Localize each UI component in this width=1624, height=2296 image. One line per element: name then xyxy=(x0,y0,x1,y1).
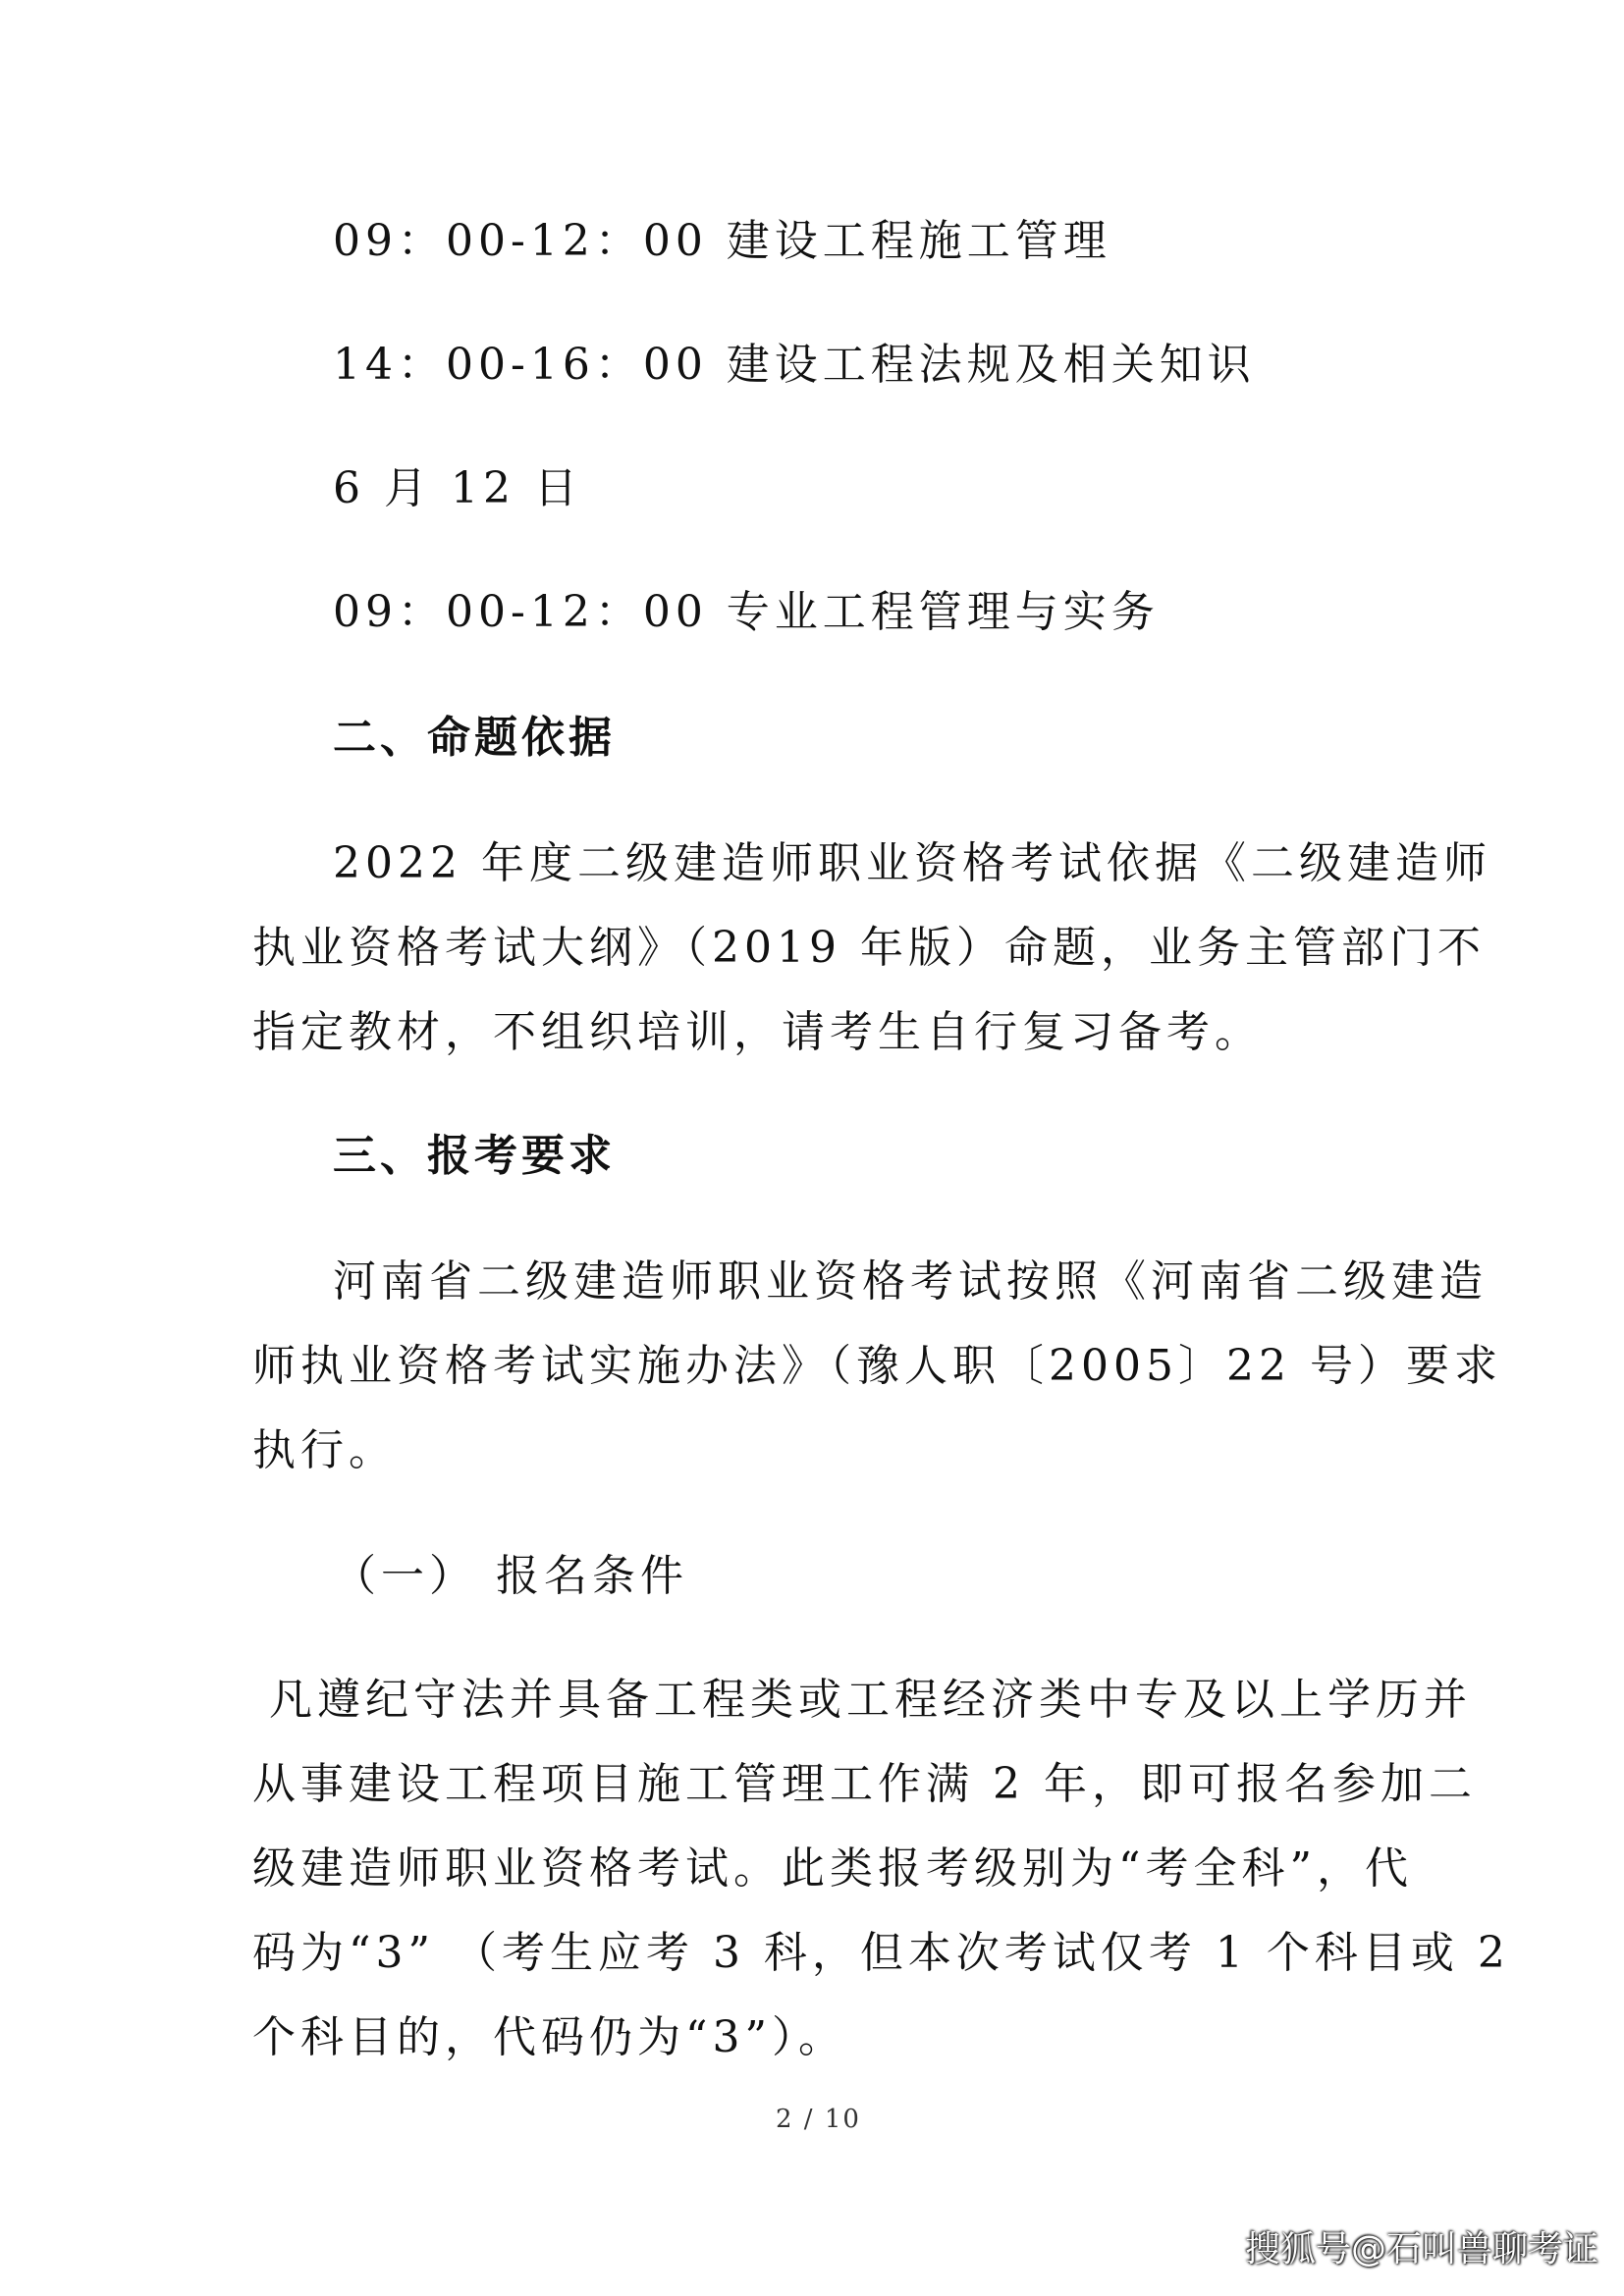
schedule-line-3: 09：00-12：00 专业工程管理与实务 xyxy=(333,587,1160,637)
conditions-line-1: 凡遵纪守法并具备工程类或工程经济类中专及以上学历并 xyxy=(269,1675,1472,1725)
section-3-para-line-2: 师执业资格考试实施办法》（豫人职〔2005〕22 号）要求 xyxy=(252,1341,1502,1391)
schedule-line-2: 14：00-16：00 建设工程法规及相关知识 xyxy=(333,340,1256,390)
conditions-line-4: 码为“3” （考生应考 3 科，但本次考试仅考 1 个科目或 2 xyxy=(252,1928,1510,1978)
conditions-line-3: 级建造师职业资格考试。此类报考级别为“考全科”，代 xyxy=(252,1843,1413,1894)
schedule-line-1: 09：00-12：00 建设工程施工管理 xyxy=(333,216,1111,266)
subheading-registration-conditions: （一） 报名条件 xyxy=(333,1551,688,1601)
section-heading-3: 三、报考要求 xyxy=(333,1131,616,1181)
schedule-date: 6 月 12 日 xyxy=(333,463,582,513)
page-number: 2 / 10 xyxy=(776,2105,861,2134)
conditions-line-5: 个科目的，代码仍为“3”）。 xyxy=(252,2012,846,2062)
section-2-para-line-2: 执业资格考试大纲》（2019 年版）命题，业务主管部门不 xyxy=(252,923,1486,973)
section-2-para-line-3: 指定教材，不组织培训，请考生自行复习备考。 xyxy=(252,1007,1263,1057)
conditions-line-2: 从事建设工程项目施工管理工作满 2 年，即可报名参加二 xyxy=(252,1759,1477,1809)
section-heading-2: 二、命题依据 xyxy=(333,713,616,763)
section-3-para-line-3: 执行。 xyxy=(252,1425,397,1475)
section-2-para-line-1: 2022 年度二级建造师职业资格考试依据《二级建造师 xyxy=(333,838,1491,888)
watermark: 搜狐号@石叫兽聊考证 xyxy=(1244,2229,1598,2269)
section-3-para-line-1: 河南省二级建造师职业资格考试按照《河南省二级建造 xyxy=(333,1256,1488,1307)
